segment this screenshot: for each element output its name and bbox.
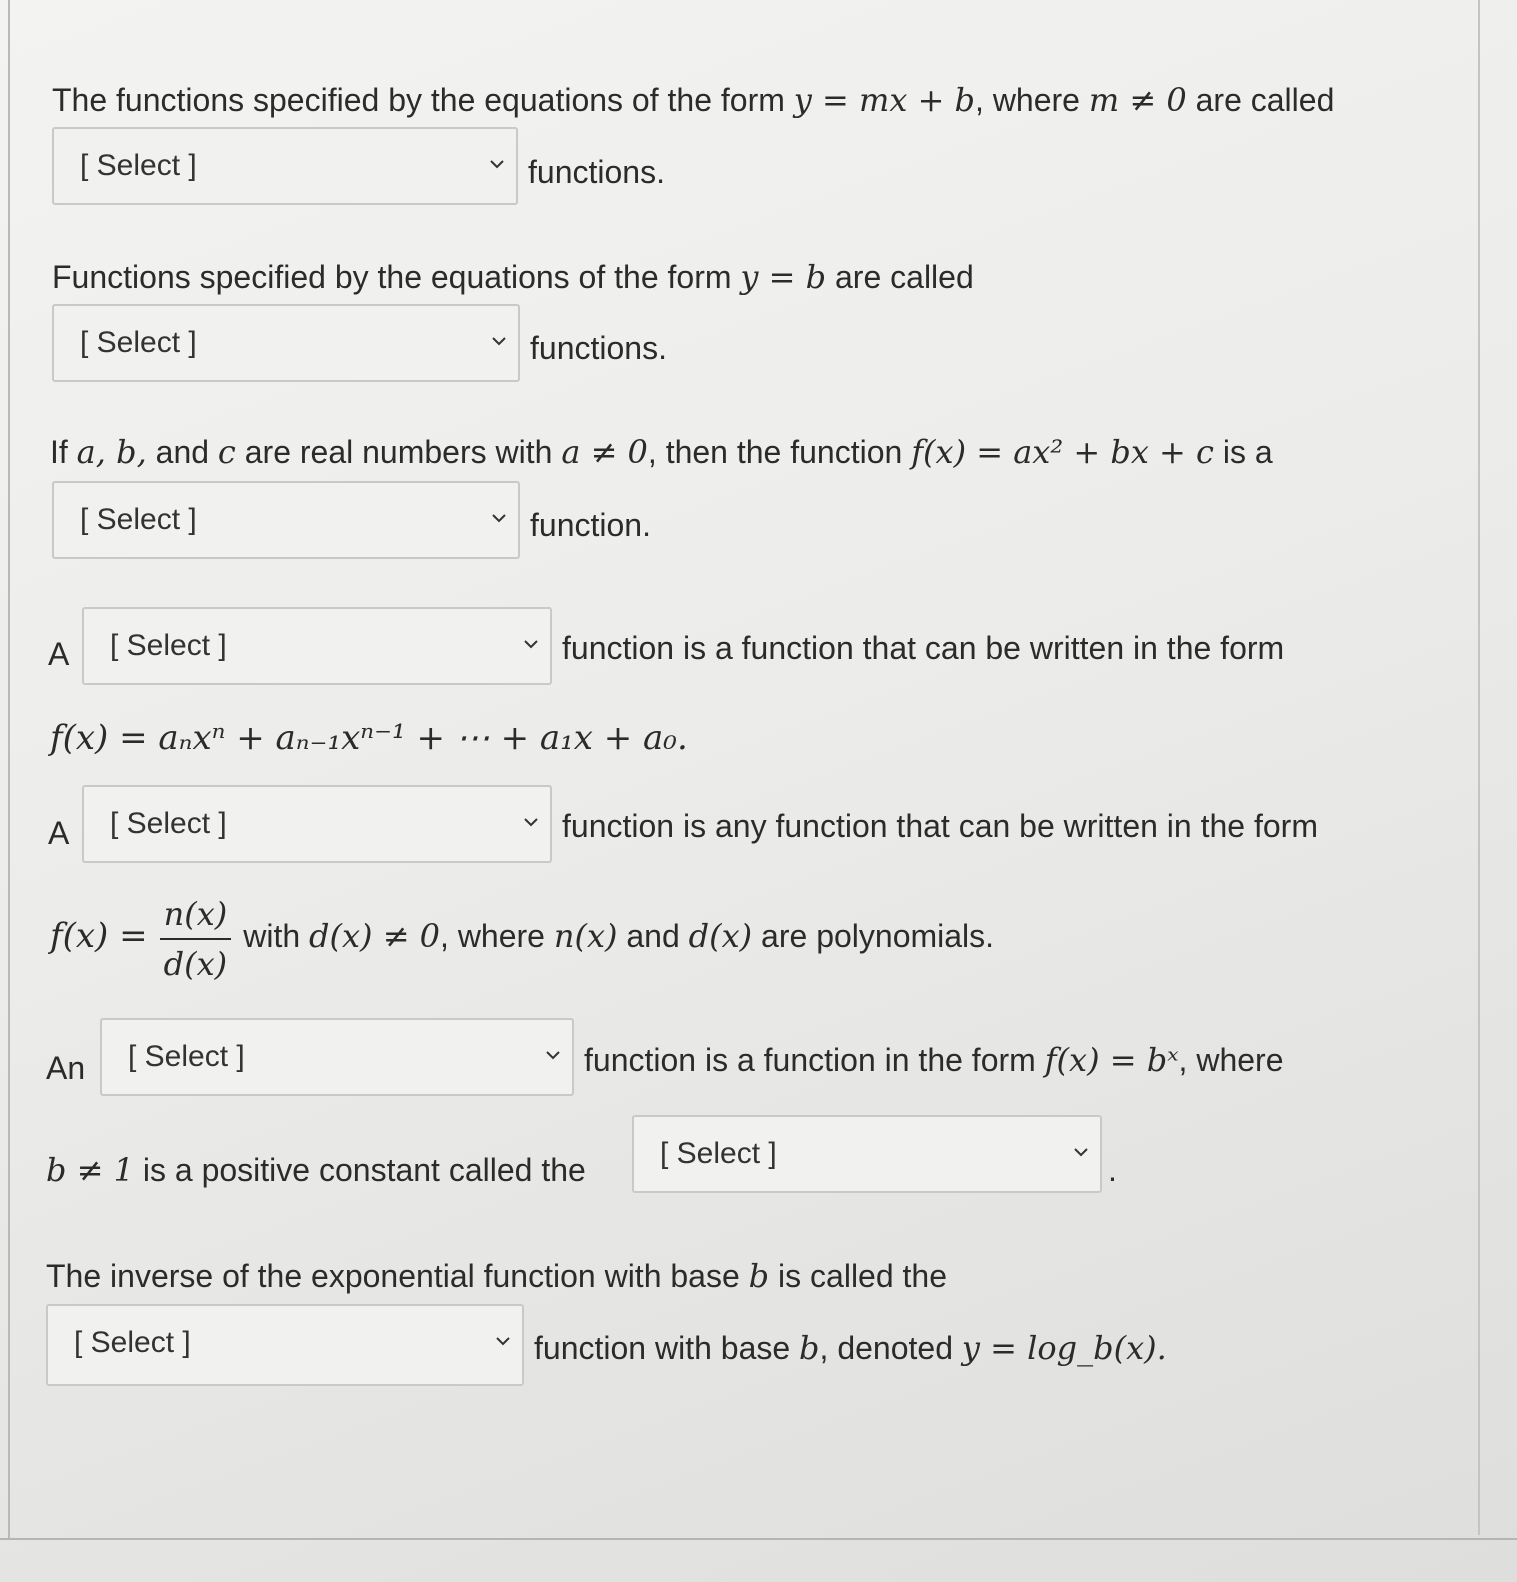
q6-condition: b ≠ 1 [46,1151,134,1189]
q2-math: y = b [740,258,827,296]
q6-line2: b ≠ 1 is a positive constant called the [46,1151,586,1189]
q4-suffix: function is a function that can be written in the form [562,630,1285,666]
q6-select-2[interactable] [632,1115,1102,1193]
q5-rational-formula: f(x) = $\frac{n(x)}{d(x)}$ with d(x) ≠ 0, where n(x) and d(x) are polynomials. [50,894,995,983]
q2-select[interactable] [52,304,520,382]
q6-article: An [46,1050,86,1086]
panel-bottom-border [0,1538,1517,1540]
q1-select-value: [ Select ] [80,149,197,182]
q1-prompt: The functions specified by the equations of the form y = mx + b, where m ≠ 0 are called [52,81,1335,119]
q7-prompt: The inverse of the exponential function with base b is called the [46,1257,948,1295]
q6-function: f(x) = bˣ [1044,1041,1179,1079]
q5-suffix: function is any function that can be written in the form [562,808,1318,844]
q7-suffix: function with base b, denoted y = log_b(x). [534,1329,1167,1367]
q3-prompt: If a, b, and c are real numbers with a ≠ 0, then the function f(x) = ax² + bx + c is a [50,433,1273,471]
q5-fraction [160,894,232,984]
q3-function: f(x) = ax² + bx + c [911,433,1214,471]
q7-select[interactable] [46,1304,524,1386]
q4-select-value: [ Select ] [110,629,227,662]
q3-condition: a ≠ 0 [561,433,648,471]
q6-period: . [1108,1152,1117,1188]
q7-select-value: [ Select ] [74,1326,191,1359]
q6-suffix: function is a function in the form f(x) = bˣ, where [584,1041,1284,1079]
chevron-down-icon [492,1330,514,1352]
chevron-down-icon [488,507,510,529]
q2-prompt: Functions specified by the equations of the form y = b are called [52,258,974,296]
q1-suffix: functions. [528,154,665,190]
q5-numerator: n(x) [160,894,232,940]
q4-article: A [48,636,70,672]
chevron-down-icon [486,153,508,175]
chevron-down-icon [488,330,510,352]
chevron-down-icon [1070,1141,1092,1163]
q1-math: y = mx + b [793,81,976,119]
panel-left-border [8,0,10,1540]
q4-select[interactable] [82,607,552,685]
q6-select-2-value: [ Select ] [660,1137,777,1170]
panel-right-border [1478,0,1480,1535]
q3-select-value: [ Select ] [80,503,197,536]
chevron-down-icon [542,1044,564,1066]
q3-select[interactable] [52,481,520,559]
q4-polynomial-formula: f(x) = aₙxⁿ + aₙ₋₁xⁿ⁻¹ + ⋯ + a₁x + a₀. [50,718,688,758]
q5-select-value: [ Select ] [110,807,227,840]
q5-article: A [48,815,70,851]
chevron-down-icon [520,633,542,655]
q5-select[interactable] [82,785,552,863]
chevron-down-icon [520,811,542,833]
q1-condition: m ≠ 0 [1088,81,1187,119]
q7-log-formula: y = log_b(x). [961,1329,1167,1367]
q5-denominator: d(x) [163,944,228,983]
q3-suffix: function. [530,507,651,543]
q2-suffix: functions. [530,330,667,366]
q1-select[interactable] [52,127,518,205]
q2-select-value: [ Select ] [80,326,197,359]
q6-select-1-value: [ Select ] [128,1040,245,1073]
q6-select-1[interactable] [100,1018,574,1096]
